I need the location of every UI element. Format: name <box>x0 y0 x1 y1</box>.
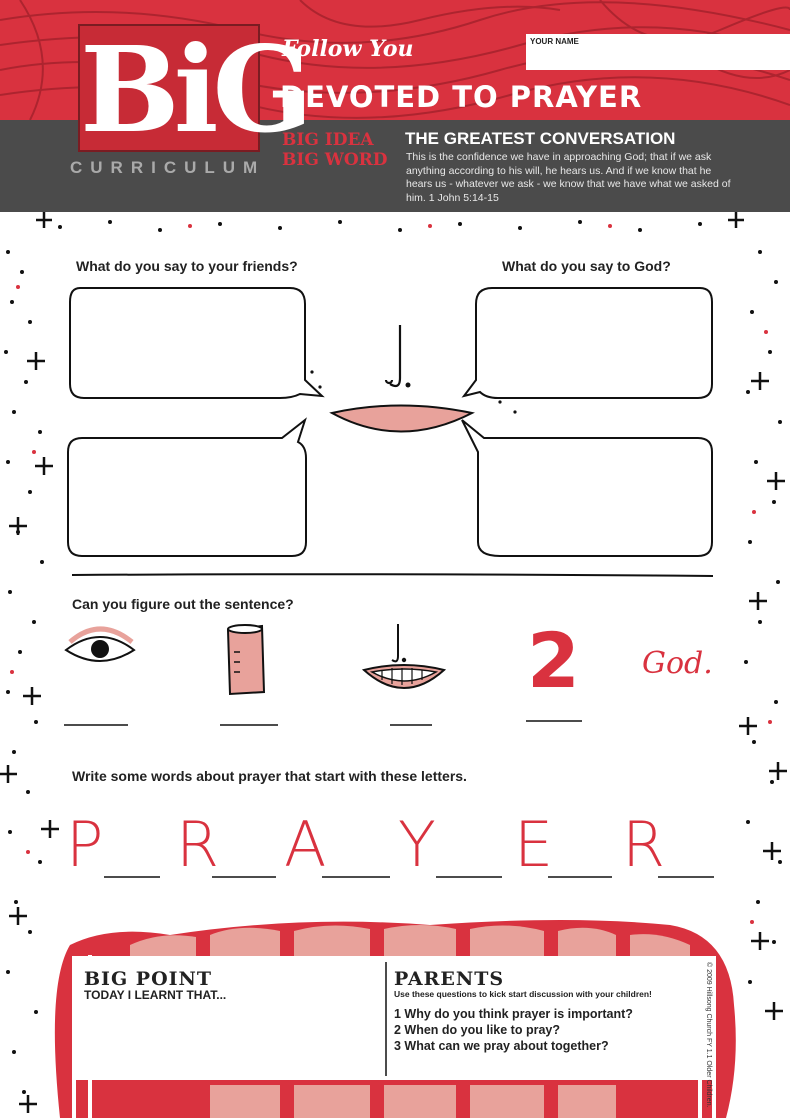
parents-question: 3 What can we pray about together? <box>394 1039 609 1053</box>
big-idea-label: BIG IDEA <box>282 130 374 150</box>
speech-bubble-friend-2[interactable] <box>68 420 306 556</box>
speech-bubble-god-1[interactable] <box>464 288 712 398</box>
copyright-note <box>700 962 714 1108</box>
speech-bubble-friend-1[interactable] <box>70 288 322 398</box>
letter-p: P <box>66 808 104 881</box>
copyright-text: © 2009 Hillsong Church FY 1.1 Older Children. <box>705 962 712 1108</box>
parents-question: 1 Why do you think prayer is important? <box>394 1007 633 1021</box>
god-word: God. <box>642 646 713 681</box>
parents-title: PARENTS <box>394 968 505 990</box>
big-point-subtitle: TODAY I LEARNT THAT... <box>84 988 227 1002</box>
big-idea-labels <box>282 130 388 170</box>
prayer-words-question: Write some words about prayer that start with these letters. <box>72 768 467 784</box>
your-name-label: YOUR NAME <box>530 37 579 46</box>
sentence-question: Can you figure out the sentence? <box>72 596 294 612</box>
big-word-label: BIG WORD <box>282 150 388 170</box>
letter-e: E <box>514 808 554 881</box>
eye-icon <box>62 622 152 682</box>
letter-r: R <box>176 808 220 881</box>
can-icon <box>222 622 272 700</box>
bible-verse: This is the confidence we have in approaching God; that if we ask anything according to his will, he hears us. And if we know that he hears us - whatever we ask - we know that we have what we asked of him. 1 John 5:14-15 <box>406 151 731 204</box>
god-question: What do you say to God? <box>502 258 671 274</box>
parents-question: 2 When do you like to pray? <box>394 1023 560 1037</box>
big-point-answer-area[interactable] <box>84 1006 374 1072</box>
series-title: Follow You <box>282 36 414 62</box>
lips-icon <box>332 406 472 432</box>
letter-y: Y <box>398 808 436 881</box>
prayer-answer-lines <box>100 870 720 882</box>
letter-a: A <box>284 808 327 881</box>
big-point-title: BIG POINT <box>84 968 213 990</box>
parents-subtitle: Use these questions to kick start discussion with your children! <box>394 989 652 999</box>
big-logo: BiG <box>80 20 308 159</box>
divider <box>70 570 715 580</box>
two-number: 2 <box>527 616 580 705</box>
nose-icon <box>386 325 400 386</box>
letter-r-2: R <box>622 808 666 881</box>
answer-lines <box>60 715 590 731</box>
speech-bubbles <box>60 280 730 580</box>
curriculum-label: CURRICULUM <box>70 158 266 177</box>
mouth-icon <box>360 620 450 695</box>
friends-question: What do you say to your friends? <box>76 258 298 274</box>
page-title: DEVOTED TO PRAYER <box>280 80 643 114</box>
footer-divider <box>384 962 388 1076</box>
big-idea-heading: THE GREATEST CONVERSATION <box>405 129 676 148</box>
speech-bubble-god-2[interactable] <box>462 420 712 556</box>
